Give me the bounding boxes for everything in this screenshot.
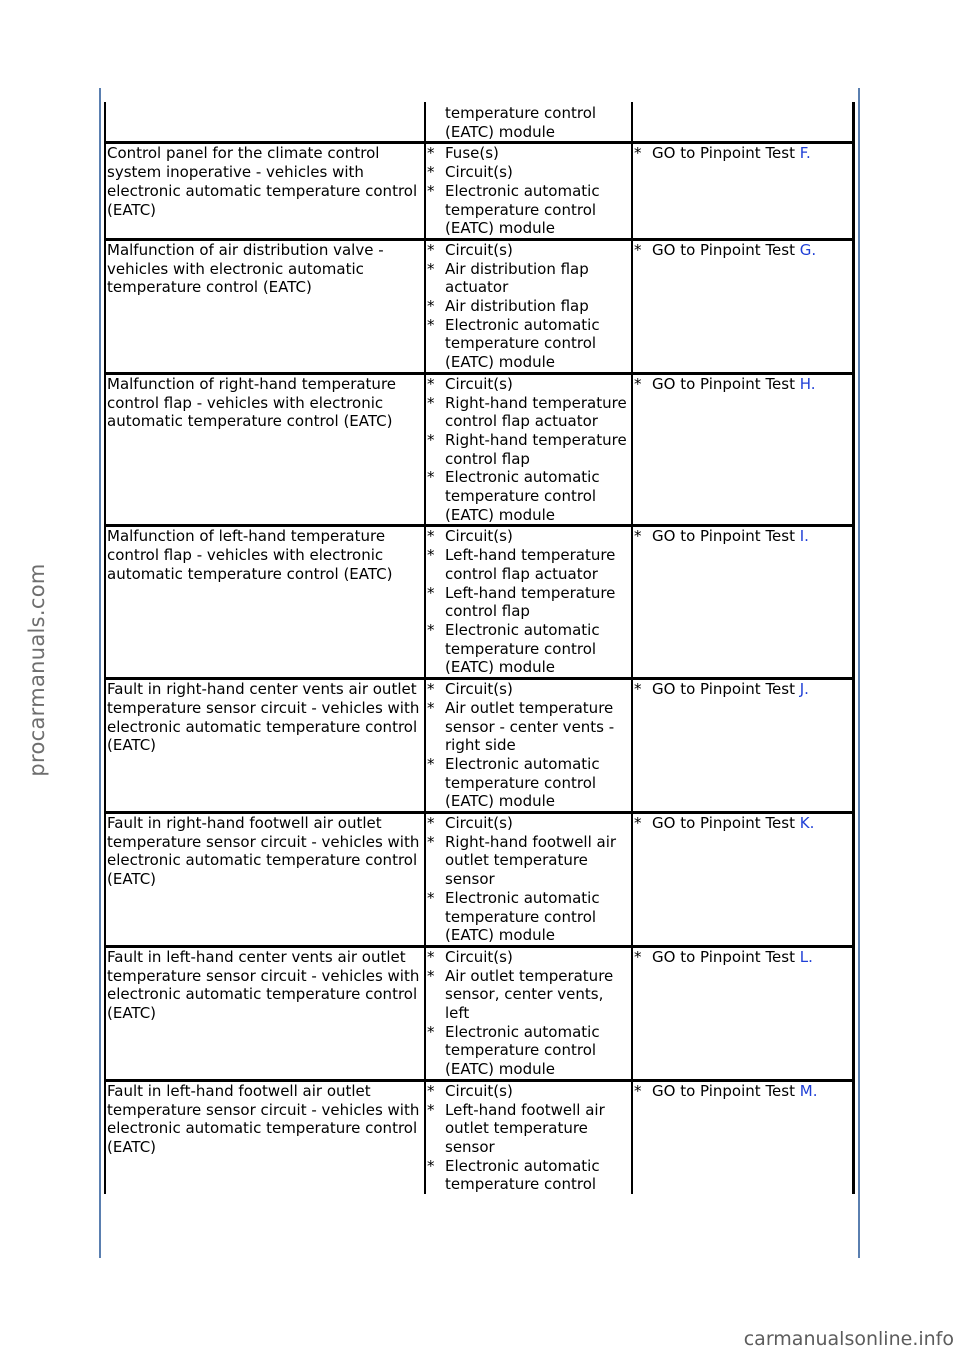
cause-text: Right-hand temperature control flap actuator (445, 393, 627, 431)
action-cell (631, 814, 855, 945)
cause-text: Electronic automatic temperature control (EATC) module (445, 888, 600, 945)
list-item (427, 163, 630, 182)
bullet-marker: * (427, 163, 435, 182)
diagnostic-table (104, 102, 855, 1194)
list-item (427, 144, 630, 163)
action-item (634, 527, 851, 546)
list-item (427, 680, 630, 699)
table-row (104, 375, 855, 528)
list-item (427, 948, 630, 967)
symptom-text: Fault in right-hand footwell air outlet temperature sensor circuit - vehicles with electronic automatic temperature control (EATC) (107, 814, 420, 889)
list-item (427, 316, 630, 372)
bullet-marker: * (427, 620, 435, 639)
cause-text: Right-hand temperature control flap (445, 430, 627, 468)
pinpoint-test-link[interactable]: M. (799, 1081, 818, 1100)
action-cell (631, 102, 855, 141)
cause-text: Circuit(s) (445, 240, 513, 259)
cause-text: Circuit(s) (445, 163, 513, 182)
list-item (427, 394, 630, 431)
pinpoint-test-link[interactable]: H. (799, 374, 816, 393)
action-cell (631, 375, 855, 525)
pinpoint-test-link[interactable]: K. (799, 814, 815, 833)
bullet-marker: * (634, 1081, 642, 1100)
cause-text: Electronic automatic temperature control (EATC) module (445, 754, 600, 811)
cause-text: Electronic automatic temperature control (EATC) module (445, 1022, 600, 1079)
symptom-text: Malfunction of air distribution valve - vehicles with electronic automatic temperature control (EATC) (107, 240, 384, 297)
list-item (427, 833, 630, 889)
action-text: GO to Pinpoint Test (652, 240, 800, 259)
bullet-marker: * (427, 374, 435, 393)
symptom-cell (104, 948, 424, 1079)
bullet-marker: * (427, 1022, 435, 1041)
list-item (427, 260, 630, 297)
bullet-marker: * (427, 546, 435, 565)
cause-text: Left-hand temperature control flap (445, 583, 616, 621)
bullet-marker: * (427, 181, 435, 200)
causes-cell (424, 102, 631, 141)
cause-text: Left-hand footwell air outlet temperature sensor (445, 1100, 605, 1156)
cause-text: Electronic automatic temperature control (445, 1156, 600, 1194)
bullet-marker: * (427, 888, 435, 907)
table-row (104, 241, 855, 375)
bullet-marker: * (427, 297, 435, 316)
cause-text: Circuit(s) (445, 527, 513, 546)
list-item (427, 1157, 630, 1194)
bullet-marker: * (427, 947, 435, 966)
symptom-text: Malfunction of left-hand temperature control flap - vehicles with electronic automatic temperature control (EATC) (107, 527, 393, 583)
action-cell (631, 680, 855, 811)
bullet-marker: * (427, 240, 435, 259)
left-frame-line (99, 88, 101, 1258)
action-cell (631, 948, 855, 1079)
bullet-marker: * (427, 527, 435, 546)
symptom-cell (104, 814, 424, 945)
cause-text: Circuit(s) (445, 680, 513, 699)
cause-text: Right-hand footwell air outlet temperature sensor (445, 832, 617, 889)
table-row (104, 1082, 855, 1194)
cause-text: Air distribution flap (445, 297, 589, 316)
symptom-cell (104, 102, 424, 141)
bullet-marker: * (634, 680, 642, 699)
action-text: GO to Pinpoint Test (652, 814, 800, 833)
action-item (634, 948, 851, 967)
list-item (427, 1101, 630, 1157)
symptom-cell (104, 680, 424, 811)
bullet-marker: * (427, 1081, 435, 1100)
bullet-marker: * (427, 315, 435, 334)
bullet-marker: * (427, 583, 435, 602)
pinpoint-test-link[interactable]: J. (799, 680, 809, 699)
list-item (427, 1082, 630, 1101)
action-text: GO to Pinpoint Test (652, 947, 800, 966)
action-cell (631, 241, 855, 372)
symptom-text: Control panel for the climate control system inoperative - vehicles with electronic automatic temperature control (EATC) (107, 144, 418, 219)
bullet-marker: * (427, 144, 435, 163)
list-item (427, 967, 630, 1023)
list-item (427, 1023, 630, 1079)
bullet-marker (427, 104, 445, 141)
action-cell (631, 1082, 855, 1194)
causes-cell (424, 375, 631, 525)
list-item (427, 431, 630, 468)
cause-text: Air outlet temperature sensor - center vents - right side (445, 698, 615, 755)
cause-text: Circuit(s) (445, 814, 513, 833)
cause-text: Electronic automatic temperature control (EATC) module (445, 315, 600, 372)
table-row (104, 527, 855, 680)
table-row (104, 814, 855, 948)
cause-text: Circuit(s) (445, 374, 513, 393)
action-item (634, 1082, 851, 1101)
list-item (427, 699, 630, 755)
list-item (427, 241, 630, 260)
action-item (634, 680, 851, 699)
cause-text: Air outlet temperature sensor, center vents, left (445, 966, 614, 1023)
list-item (427, 182, 630, 238)
list-item (427, 468, 630, 524)
bullet-marker: * (634, 240, 642, 259)
list-item (427, 584, 630, 621)
bullet-marker: * (634, 947, 642, 966)
causes-cell (424, 144, 631, 238)
bullet-marker: * (427, 430, 435, 449)
symptom-cell (104, 144, 424, 238)
pinpoint-test-link[interactable]: F. (799, 144, 811, 163)
pinpoint-test-link[interactable]: L. (799, 947, 813, 966)
symptom-cell (104, 375, 424, 525)
cause-text: Electronic automatic temperature control (EATC) module (445, 181, 600, 238)
cause-text: Left-hand temperature control flap actuator (445, 546, 616, 583)
symptom-text: Fault in left-hand footwell air outlet temperature sensor circuit - vehicles with electronic automatic temperature control (EATC) (107, 1081, 420, 1156)
table-row (104, 948, 855, 1082)
action-text: GO to Pinpoint Test (652, 680, 800, 699)
bullet-marker: * (427, 698, 435, 717)
pinpoint-test-link[interactable]: G. (799, 240, 817, 259)
bullet-marker: * (427, 680, 435, 699)
list-item (427, 889, 630, 945)
sidebar-watermark: procarmanuals.com (25, 563, 49, 777)
symptom-cell (104, 241, 424, 372)
causes-cell (424, 814, 631, 945)
symptom-text: Fault in left-hand center vents air outlet temperature sensor circuit - vehicles with electronic automatic temperature control (EATC) (107, 947, 420, 1023)
cause-text: Circuit(s) (445, 1081, 513, 1100)
action-item (634, 241, 851, 260)
list-item (427, 297, 630, 316)
list-item (427, 546, 630, 583)
action-cell (631, 144, 855, 238)
pinpoint-test-link[interactable]: I. (799, 527, 809, 546)
table-row (104, 680, 855, 814)
bullet-marker: * (427, 832, 435, 851)
cause-text: Air distribution flap actuator (445, 259, 589, 297)
causes-cell (424, 680, 631, 811)
list-item (427, 814, 630, 833)
bullet-marker: * (427, 1100, 435, 1119)
action-text: GO to Pinpoint Test (652, 144, 800, 163)
action-text: GO to Pinpoint Test (652, 527, 800, 546)
bullet-marker: * (427, 966, 435, 985)
symptom-cell (104, 527, 424, 677)
bullet-marker: * (634, 527, 642, 546)
action-cell (631, 527, 855, 677)
bullet-marker: * (427, 814, 435, 833)
bullet-marker: * (427, 259, 435, 278)
bullet-marker: * (427, 754, 435, 773)
causes-cell (424, 241, 631, 372)
cause-text: temperature control (EATC) module (445, 104, 597, 141)
action-text: GO to Pinpoint Test (652, 1081, 800, 1100)
causes-cell (424, 527, 631, 677)
list-item (427, 527, 630, 546)
list-item (427, 755, 630, 811)
table-row (104, 102, 855, 144)
right-frame-line (858, 88, 860, 1258)
footer-watermark: carmanualsonline.info (743, 1328, 954, 1350)
list-item (427, 104, 630, 141)
causes-cell (424, 1082, 631, 1194)
causes-cell (424, 948, 631, 1079)
bullet-marker: * (427, 393, 435, 412)
action-item (634, 814, 851, 833)
symptom-text: Fault in right-hand center vents air outlet temperature sensor circuit - vehicles with electronic automatic temperature control (EATC) (107, 680, 420, 755)
cause-text: Circuit(s) (445, 947, 513, 966)
cause-text: Electronic automatic temperature control (EATC) module (445, 468, 600, 524)
symptom-cell (104, 1082, 424, 1194)
list-item (427, 375, 630, 394)
symptom-text: Malfunction of right-hand temperature control flap - vehicles with electronic automatic temperature control (EATC) (107, 374, 397, 431)
cause-text: Electronic automatic temperature control (EATC) module (445, 620, 600, 677)
bullet-marker: * (634, 144, 642, 163)
bullet-marker: * (634, 814, 642, 833)
bullet-marker: * (427, 468, 435, 487)
bullet-marker: * (427, 1156, 435, 1175)
action-item (634, 375, 851, 394)
action-text: GO to Pinpoint Test (652, 374, 800, 393)
list-item (427, 621, 630, 677)
action-item (634, 144, 851, 163)
cause-text: Fuse(s) (445, 144, 499, 163)
bullet-marker: * (634, 374, 642, 393)
table-row (104, 144, 855, 241)
